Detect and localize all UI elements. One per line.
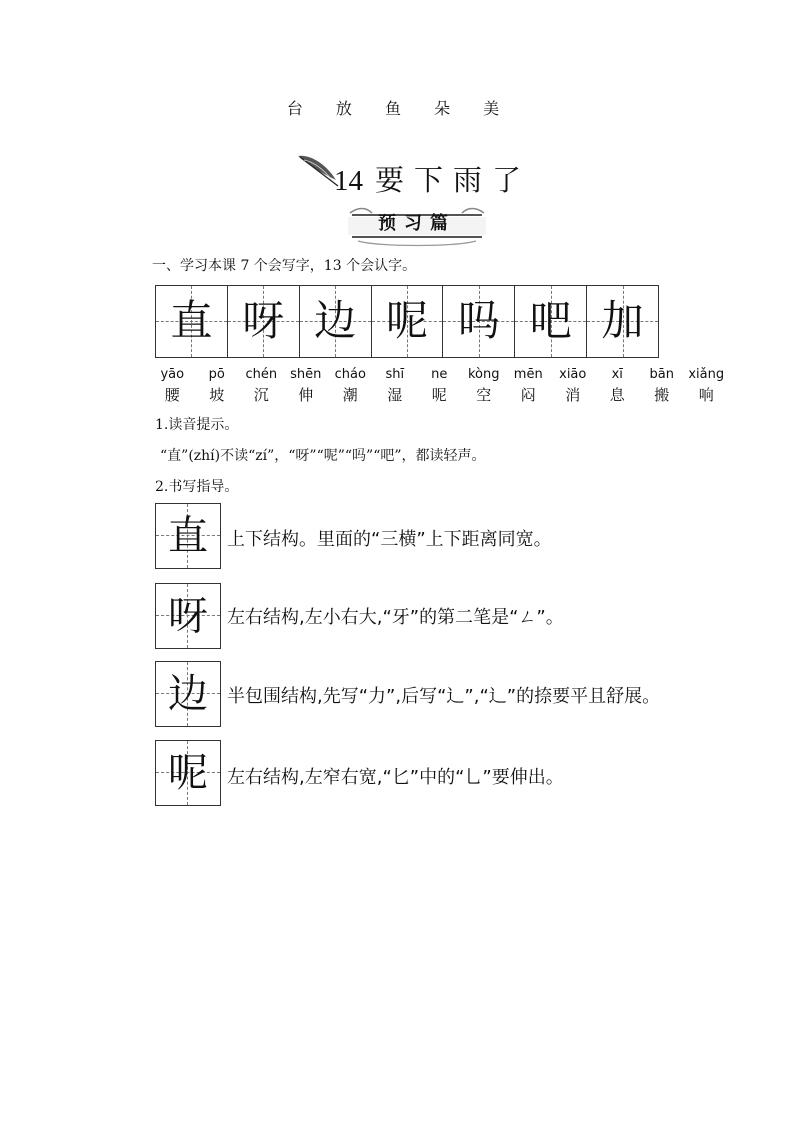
pinyin: xī bbox=[611, 367, 623, 382]
guide-char: 直 bbox=[168, 513, 208, 559]
header-characters: 台 放 鱼 朵 美 bbox=[286, 99, 514, 118]
writing-guide-text: 半包围结构,先写“力”,后写“辶”,“辶”的捺要平且舒展。 bbox=[227, 686, 661, 707]
pinyin: xiāo bbox=[559, 367, 587, 382]
pinyin: pō bbox=[208, 367, 225, 382]
pronunciation-heading: 1.读音提示。 bbox=[155, 417, 239, 433]
recognize-char: 潮 bbox=[342, 386, 358, 404]
writing-character-grid bbox=[155, 285, 659, 358]
writing-heading: 2.书写指导。 bbox=[155, 479, 239, 495]
pinyin: shī bbox=[385, 367, 405, 382]
write-char: 加 bbox=[601, 296, 644, 345]
recognize-characters-row bbox=[150, 384, 730, 405]
grid-cell bbox=[587, 286, 658, 357]
write-char: 边 bbox=[314, 296, 357, 345]
recognize-char: 搬 bbox=[654, 386, 670, 404]
pinyin: shēn bbox=[290, 367, 322, 382]
pinyin: xiǎng bbox=[688, 367, 725, 382]
recognize-char: 伸 bbox=[298, 386, 314, 404]
grid-cell bbox=[443, 286, 515, 357]
writing-char-box bbox=[155, 740, 221, 806]
guide-char: 呢 bbox=[168, 750, 208, 796]
writing-guide-text: 上下结构。里面的“三横”上下距离同宽。 bbox=[227, 529, 552, 550]
guide-char: 呀 bbox=[168, 593, 208, 639]
lesson-title bbox=[334, 158, 531, 199]
recognize-char: 息 bbox=[609, 386, 625, 404]
pinyin: ne bbox=[431, 367, 448, 382]
pinyin: chén bbox=[245, 367, 278, 382]
recognize-char: 响 bbox=[698, 386, 714, 404]
guide-char: 边 bbox=[168, 671, 208, 717]
grid-cell bbox=[515, 286, 587, 357]
writing-guide-text: 左右结构,左窄右宽,“匕”中的“乚”要伸出。 bbox=[227, 767, 564, 788]
grid-cell bbox=[300, 286, 372, 357]
pronunciation-note: “直”(zhí)不读“zí”，“呀”“呢”“吗”“吧”，都读轻声。 bbox=[160, 448, 486, 464]
pinyin-row bbox=[150, 367, 730, 382]
writing-guide-text: 左右结构,左小右大,“牙”的第二笔是“ㄥ”。 bbox=[227, 607, 564, 628]
recognize-char: 坡 bbox=[209, 386, 225, 404]
write-char: 直 bbox=[170, 296, 213, 345]
recognize-char: 呢 bbox=[431, 386, 447, 404]
pinyin: yāo bbox=[160, 367, 185, 382]
writing-char-box bbox=[155, 661, 221, 727]
pinyin: bān bbox=[649, 367, 674, 382]
section-banner-title: 预习篇 bbox=[378, 213, 456, 234]
lesson-number: 14 bbox=[334, 165, 363, 197]
recognize-char: 沉 bbox=[253, 386, 269, 404]
pinyin: cháo bbox=[334, 367, 366, 382]
write-char: 吧 bbox=[529, 296, 572, 345]
pinyin: kòng bbox=[467, 367, 500, 382]
grid-cell bbox=[156, 286, 228, 357]
write-char: 吗 bbox=[457, 296, 500, 345]
recognize-char: 闷 bbox=[520, 386, 536, 404]
write-char: 呀 bbox=[242, 296, 285, 345]
writing-char-box bbox=[155, 583, 221, 649]
write-char: 呢 bbox=[386, 296, 429, 345]
section1-heading: 一、学习本课 7 个会写字，13 个会认字。 bbox=[152, 258, 417, 274]
recognize-char: 空 bbox=[476, 386, 492, 404]
pinyin: mēn bbox=[513, 367, 543, 382]
recognize-char: 湿 bbox=[387, 386, 403, 404]
recognize-char: 腰 bbox=[164, 386, 180, 404]
grid-cell bbox=[228, 286, 300, 357]
lesson-name: 要下雨了 bbox=[375, 163, 532, 197]
writing-char-box bbox=[155, 503, 221, 569]
grid-cell bbox=[372, 286, 444, 357]
recognize-char: 消 bbox=[565, 386, 581, 404]
